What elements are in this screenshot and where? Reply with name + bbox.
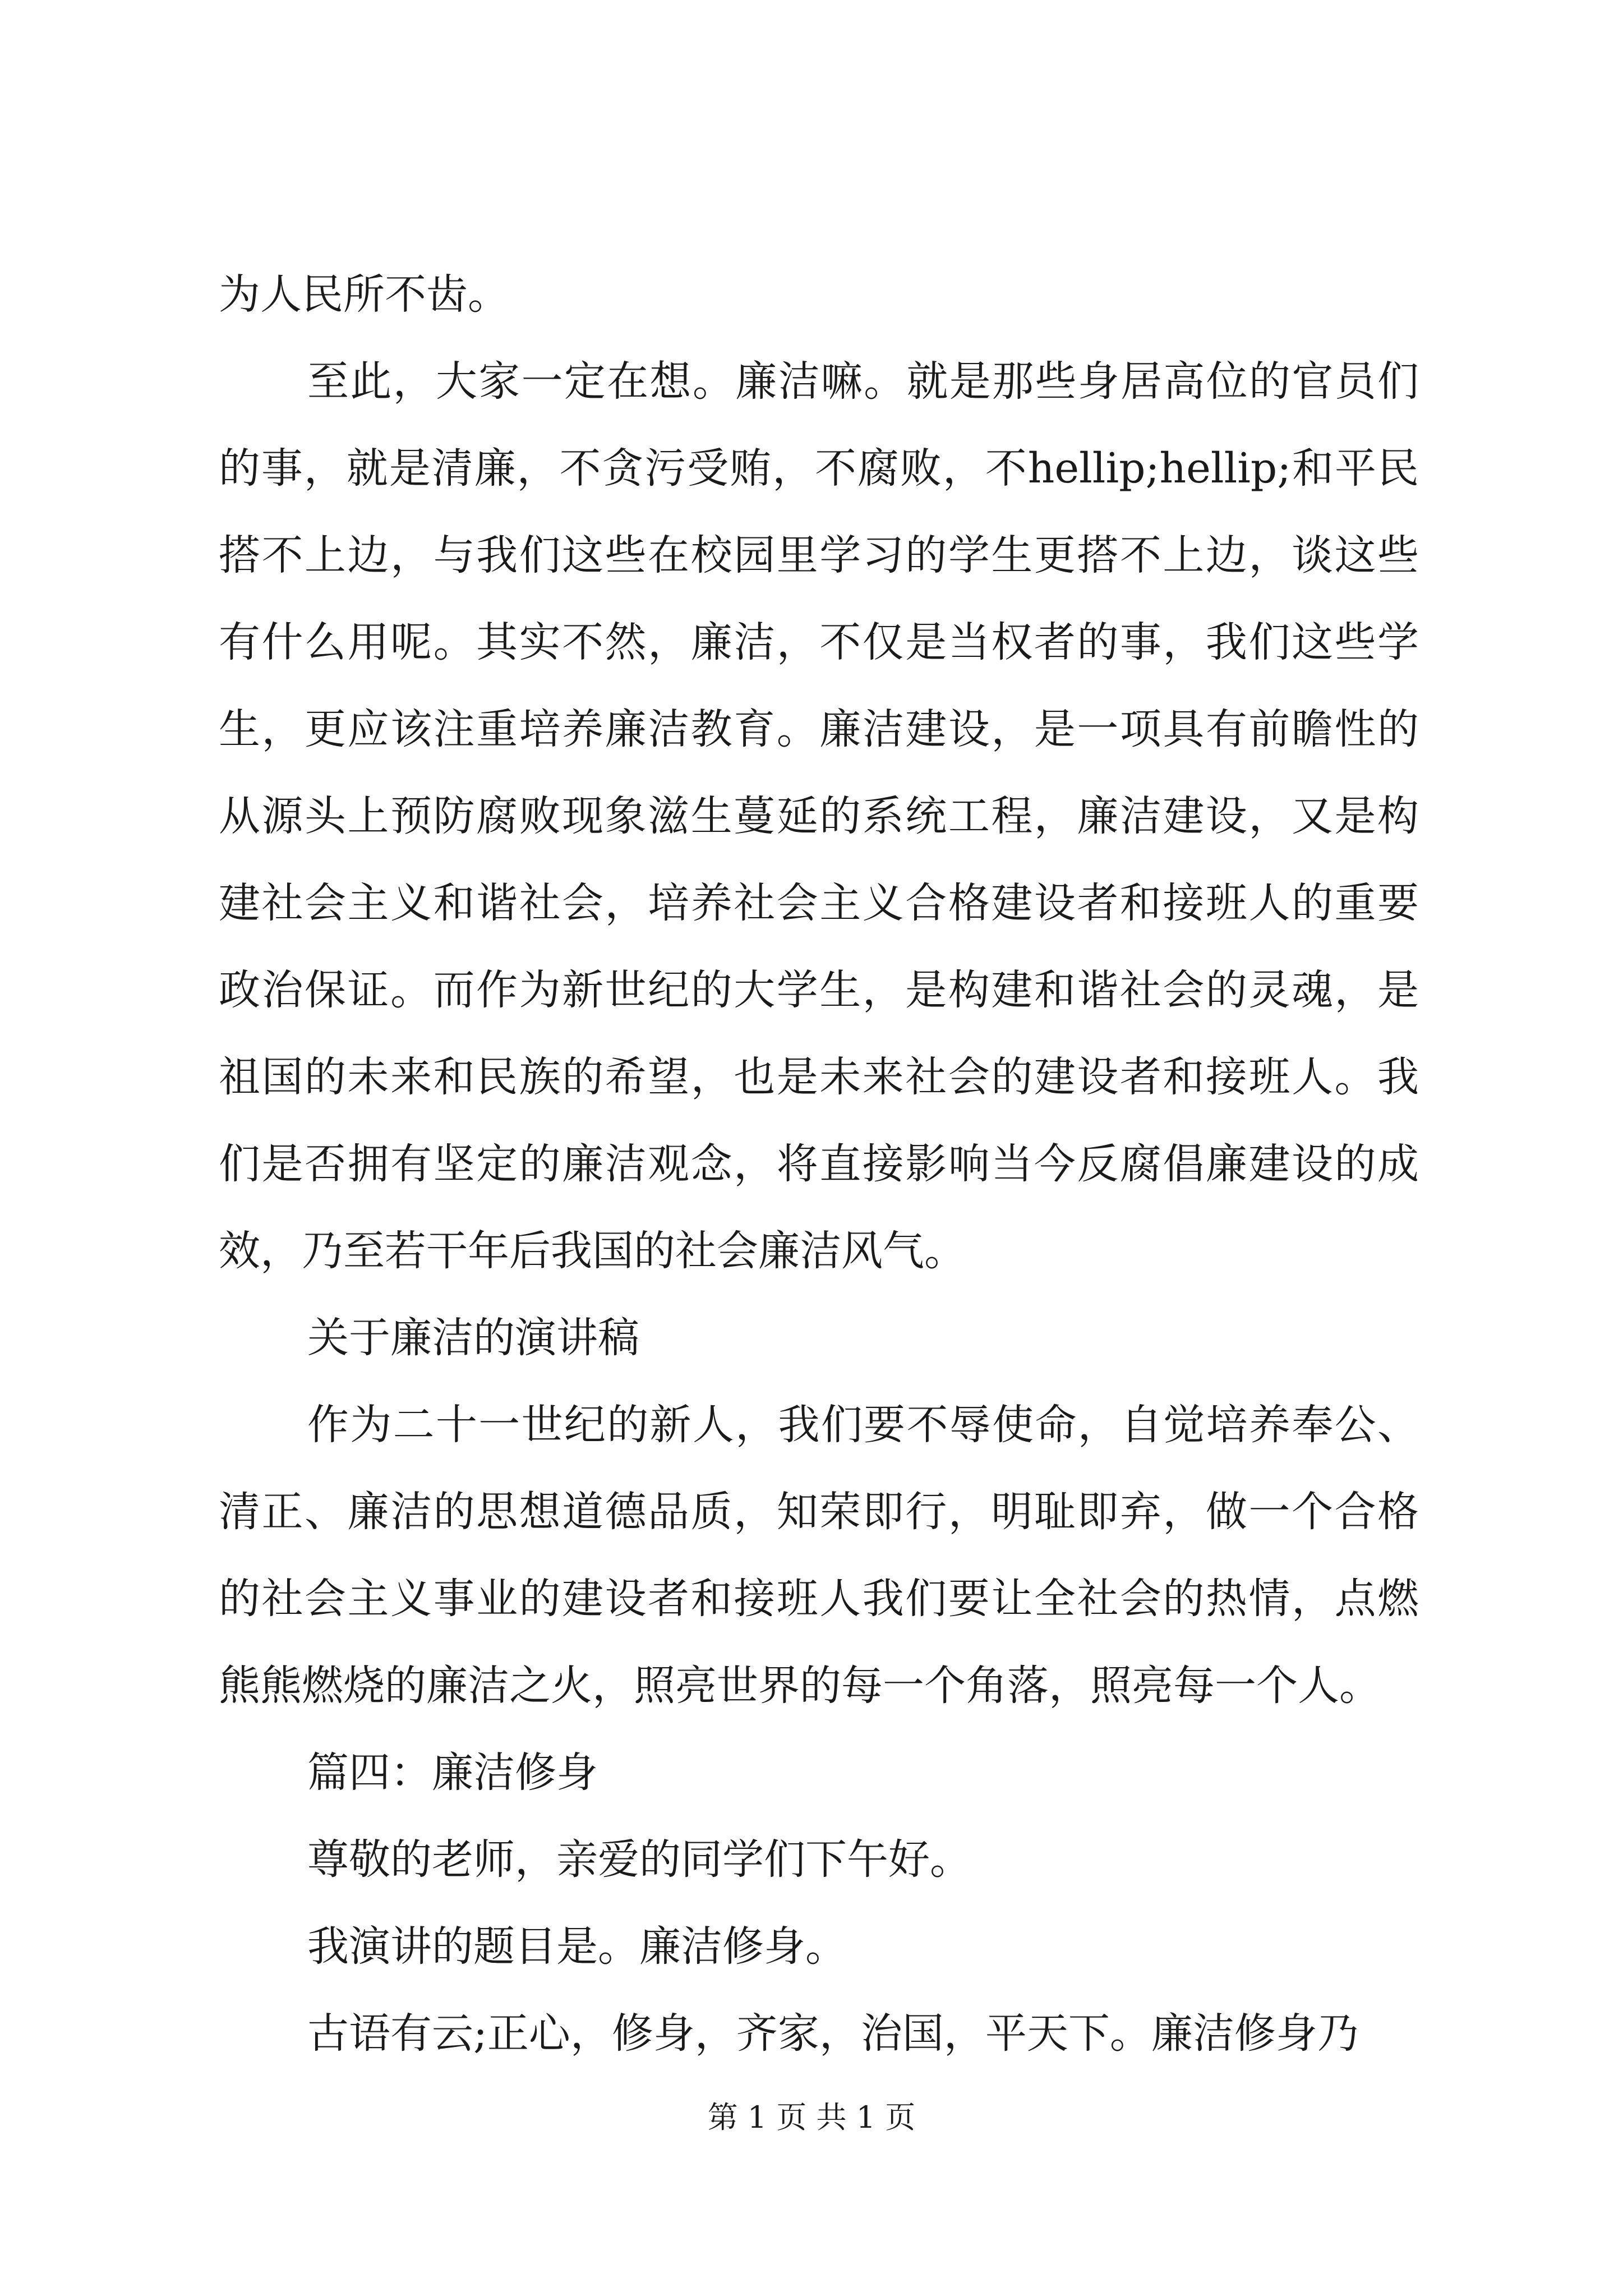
page-footer: 第 1 页 共 1 页 — [707, 2100, 916, 2135]
document-body — [219, 251, 1419, 2077]
paragraph-greeting: 尊敬的老师，亲爱的同学们下午好。 — [307, 1835, 971, 1884]
paragraph-body: 古语有云;正心，修身，齐家，治国，平天下。廉洁修身乃 — [307, 2009, 1359, 2058]
paragraph-body: 我演讲的题目是。廉洁修身。 — [307, 1922, 847, 1971]
paragraph-continuation: 为人民所不齿。 — [219, 270, 509, 319]
paragraph-body: 作为二十一世纪的新人，我们要不辱使命，自觉培养奉公、清正、廉洁的思想道德品质，知荣即行，明耻即弃，做一个合格的社会主义事业的建设者和接班人我们要让全社会的热情，点燃熊熊燃烧的廉洁之火，照亮世界的每一个角落，照亮每一个人。 — [219, 1401, 1419, 1710]
section-heading: 篇四：廉洁修身 — [307, 1749, 598, 1797]
paragraph-body: 至此，大家一定在想。廉洁嘛。就是那些身居高位的官员们的事，就是清廉，不贪污受贿，不腐败，不hellip;hellip;和平民搭不上边，与我们这些在校园里学习的学生更搭不上边，谈这些有什么用呢。其实不然，廉洁，不仅是当权者的事，我们这些学生，更应该注重培养廉洁教育。廉洁建设，是一项具有前瞻性的从源头上预防腐败现象滋生蔓延的系统工程，廉洁建设，又是构建社会主义和谐社会，培养社会主义合格建设者和接班人的重要政治保证。而作为新世纪的大学生，是构建和谐社会的灵魂，是祖国的未来和民族的希望，也是未来社会的建设者和接班人。我们是否拥有坚定的廉洁观念，将直接影响当今反腐倡廉建设的成效，乃至若干年后我国的社会廉洁风气。 — [219, 357, 1419, 1275]
section-heading: 关于廉洁的演讲稿 — [307, 1314, 639, 1362]
